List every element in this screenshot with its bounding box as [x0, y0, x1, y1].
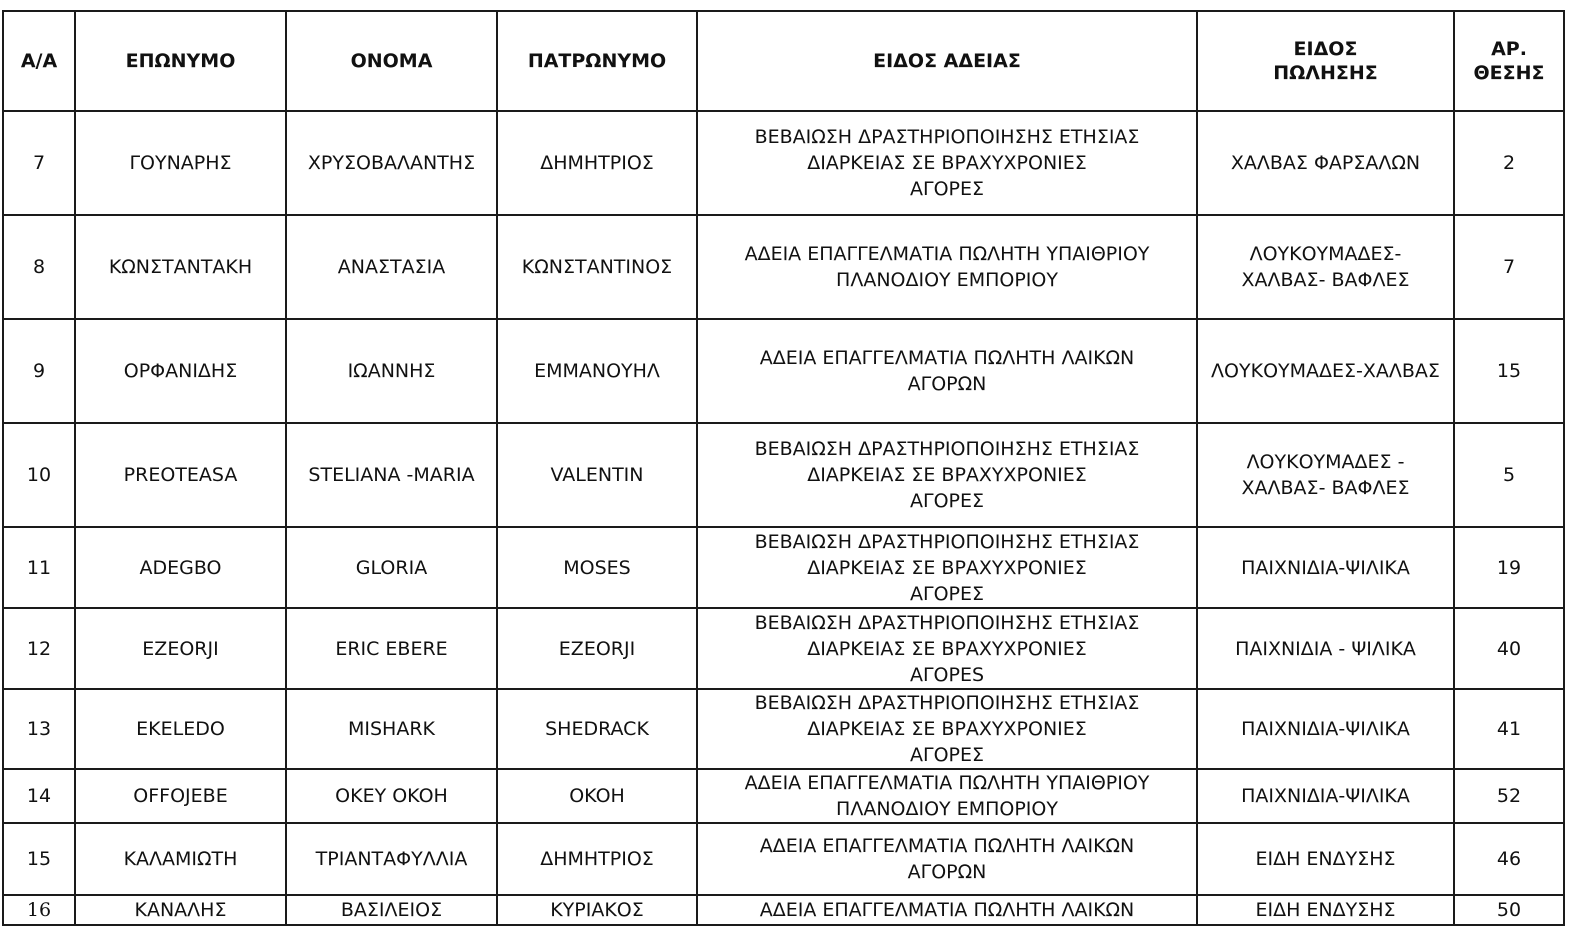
- header-position-no: ΑΡ. ΘΕΣΗΣ: [1454, 11, 1564, 111]
- header-surname: ΕΠΩΝΥΜΟ: [75, 11, 286, 111]
- table-row: [3, 689, 1564, 769]
- cell-position-no: 50: [1454, 895, 1564, 925]
- cell-aa: 9: [3, 319, 75, 423]
- cell-position-no: 15: [1454, 319, 1564, 423]
- cell-sale-type: ΠΑΙΧΝΙΔΙΑ-ΨΙΛΙΚΑ: [1197, 689, 1454, 769]
- cell-license-type: ΑΔΕΙΑ ΕΠΑΓΓΕΛΜΑΤΙΑ ΠΩΛΗΤΗ ΛΑΙΚΩΝ ΑΓΟΡΩΝ: [697, 319, 1197, 423]
- cell-position-no: 41: [1454, 689, 1564, 769]
- header-sale-type: ΕΙΔΟΣ ΠΩΛΗΣΗΣ: [1197, 11, 1454, 111]
- cell-position-no: 40: [1454, 608, 1564, 689]
- cell-patronymic: ΕΜΜΑΝΟΥΗΛ: [497, 319, 697, 423]
- cell-name: ΤΡΙΑΝΤΑΦΥΛΛΙΑ: [286, 823, 497, 895]
- cell-aa: 7: [3, 111, 75, 215]
- cell-license-type: ΑΔΕΙΑ ΕΠΑΓΓΕΛΜΑΤΙΑ ΠΩΛΗΤΗ ΥΠΑΙΘΡΙΟΥ ΠΛΑΝΟΔΙΟΥ ΕΜΠΟΡΙΟΥ: [697, 215, 1197, 319]
- cell-surname: PREOTEASA: [75, 423, 286, 527]
- cell-name: ΑΝΑΣΤΑΣΙΑ: [286, 215, 497, 319]
- header-aa: Α/Α: [3, 11, 75, 111]
- cell-aa: 10: [3, 423, 75, 527]
- cell-aa: 12: [3, 608, 75, 689]
- cell-surname: ΚΩΝΣΤΑΝΤΑΚΗ: [75, 215, 286, 319]
- cell-license-type: ΒΕΒΑΙΩΣΗ ΔΡΑΣΤΗΡΙΟΠΟΙΗΣΗΣ ΕΤΗΣΙΑΣ ΔΙΑΡΚΕΙΑΣ ΣΕ ΒΡΑΧΥΧΡΟΝΙΕΣ ΑΓΟΡΕΣ: [697, 111, 1197, 215]
- cell-sale-type: ΛΟΥΚΟΥΜΑΔΕΣ - ΧΑΛΒΑΣ- ΒΑΦΛΕΣ: [1197, 423, 1454, 527]
- table-row: [3, 769, 1564, 823]
- cell-surname: ΓΟΥΝΑΡΗΣ: [75, 111, 286, 215]
- cell-patronymic: VALENTIN: [497, 423, 697, 527]
- cell-sale-type: ΕΙΔΗ ΕΝΔΥΣΗΣ: [1197, 895, 1454, 925]
- table-row: [3, 895, 1564, 925]
- cell-surname: ΚΑΛΑΜΙΩΤΗ: [75, 823, 286, 895]
- cell-patronymic: ΚΩΝΣΤΑΝΤΙΝΟΣ: [497, 215, 697, 319]
- cell-sale-type: ΕΙΔΗ ΕΝΔΥΣΗΣ: [1197, 823, 1454, 895]
- table-row: [3, 111, 1564, 215]
- cell-patronymic: EZEORJI: [497, 608, 697, 689]
- header-license-type: ΕΙΔΟΣ ΑΔΕΙΑΣ: [697, 11, 1197, 111]
- cell-sale-type: ΛΟΥΚΟΥΜΑΔΕΣ-ΧΑΛΒΑΣ: [1197, 319, 1454, 423]
- cell-license-type: ΒΕΒΑΙΩΣΗ ΔΡΑΣΤΗΡΙΟΠΟΙΗΣΗΣ ΕΤΗΣΙΑΣ ΔΙΑΡΚΕΙΑΣ ΣΕ ΒΡΑΧΥΧΡΟΝΙΕΣ ΑΓΟΡΕΣ: [697, 423, 1197, 527]
- table-row: [3, 608, 1564, 689]
- table-row: [3, 319, 1564, 423]
- cell-license-type: ΑΔΕΙΑ ΕΠΑΓΓΕΛΜΑΤΙΑ ΠΩΛΗΤΗ ΛΑΙΚΩΝ: [697, 895, 1197, 925]
- cell-sale-type: ΠΑΙΧΝΙΔΙΑ-ΨΙΛΙΚΑ: [1197, 527, 1454, 608]
- cell-aa: 8: [3, 215, 75, 319]
- cell-aa: 13: [3, 689, 75, 769]
- cell-name: ΧΡΥΣΟΒΑΛΑΝΤΗΣ: [286, 111, 497, 215]
- cell-name: ΒΑΣΙΛΕΙΟΣ: [286, 895, 497, 925]
- cell-surname: ΟΡΦΑΝΙΔΗΣ: [75, 319, 286, 423]
- cell-patronymic: MOSES: [497, 527, 697, 608]
- cell-sale-type: ΛΟΥΚΟΥΜΑΔΕΣ- ΧΑΛΒΑΣ- ΒΑΦΛΕΣ: [1197, 215, 1454, 319]
- cell-position-no: 46: [1454, 823, 1564, 895]
- cell-surname: ADEGBO: [75, 527, 286, 608]
- table-row: [3, 215, 1564, 319]
- cell-license-type: ΑΔΕΙΑ ΕΠΑΓΓΕΛΜΑΤΙΑ ΠΩΛΗΤΗ ΥΠΑΙΘΡΙΟΥ ΠΛΑΝΟΔΙΟΥ ΕΜΠΟΡΙΟΥ: [697, 769, 1197, 823]
- header-row: [3, 11, 1564, 111]
- table-row: [3, 823, 1564, 895]
- cell-license-type: ΒΕΒΑΙΩΣΗ ΔΡΑΣΤΗΡΙΟΠΟΙΗΣΗΣ ΕΤΗΣΙΑΣ ΔΙΑΡΚΕΙΑΣ ΣΕ ΒΡΑΧΥΧΡΟΝΙΕΣ ΑΓΟΡΕΣ: [697, 527, 1197, 608]
- cell-name: GLORIA: [286, 527, 497, 608]
- cell-position-no: 2: [1454, 111, 1564, 215]
- cell-patronymic: ΔΗΜΗΤΡΙΟΣ: [497, 823, 697, 895]
- cell-name: OKEY OKOH: [286, 769, 497, 823]
- cell-license-type: ΒΕΒΑΙΩΣΗ ΔΡΑΣΤΗΡΙΟΠΟΙΗΣΗΣ ΕΤΗΣΙΑΣ ΔΙΑΡΚΕΙΑΣ ΣΕ ΒΡΑΧΥΧΡΟΝΙΕΣ ΑΓΟΡΕΣ: [697, 689, 1197, 769]
- cell-name: ERIC EBERE: [286, 608, 497, 689]
- cell-sale-type: ΠΑΙΧΝΙΔΙΑ - ΨΙΛΙΚΑ: [1197, 608, 1454, 689]
- cell-position-no: 19: [1454, 527, 1564, 608]
- cell-patronymic: OKOH: [497, 769, 697, 823]
- cell-sale-type: ΠΑΙΧΝΙΔΙΑ-ΨΙΛΙΚΑ: [1197, 769, 1454, 823]
- cell-position-no: 52: [1454, 769, 1564, 823]
- cell-surname: EKELEDO: [75, 689, 286, 769]
- cell-patronymic: ΔΗΜΗΤΡΙΟΣ: [497, 111, 697, 215]
- header-name: ΟΝΟΜΑ: [286, 11, 497, 111]
- cell-name: ΙΩΑΝΝΗΣ: [286, 319, 497, 423]
- cell-aa: 14: [3, 769, 75, 823]
- cell-name: STELIANA -MARIA: [286, 423, 497, 527]
- table-row: [3, 423, 1564, 527]
- cell-surname: OFFOJEBE: [75, 769, 286, 823]
- cell-sale-type: ΧΑΛΒΑΣ ΦΑΡΣΑΛΩΝ: [1197, 111, 1454, 215]
- cell-surname: EZEORJI: [75, 608, 286, 689]
- cell-name: MISHARK: [286, 689, 497, 769]
- cell-patronymic: SHEDRACK: [497, 689, 697, 769]
- cell-aa: 11: [3, 527, 75, 608]
- table-row: [3, 527, 1564, 608]
- cell-aa: 16: [3, 895, 75, 925]
- cell-patronymic: ΚΥΡΙΑΚΟΣ: [497, 895, 697, 925]
- header-patronymic: ΠΑΤΡΩΝΥΜΟ: [497, 11, 697, 111]
- vendor-roster-table: [2, 10, 1565, 926]
- cell-position-no: 5: [1454, 423, 1564, 527]
- cell-license-type: ΒΕΒΑΙΩΣΗ ΔΡΑΣΤΗΡΙΟΠΟΙΗΣΗΣ ΕΤΗΣΙΑΣ ΔΙΑΡΚΕΙΑΣ ΣΕ ΒΡΑΧΥΧΡΟΝΙΕΣ ΑΓΟΡΕS: [697, 608, 1197, 689]
- cell-license-type: ΑΔΕΙΑ ΕΠΑΓΓΕΛΜΑΤΙΑ ΠΩΛΗΤΗ ΛΑΙΚΩΝ ΑΓΟΡΩΝ: [697, 823, 1197, 895]
- cell-aa: 15: [3, 823, 75, 895]
- cell-position-no: 7: [1454, 215, 1564, 319]
- cell-surname: ΚΑΝΑΛΗΣ: [75, 895, 286, 925]
